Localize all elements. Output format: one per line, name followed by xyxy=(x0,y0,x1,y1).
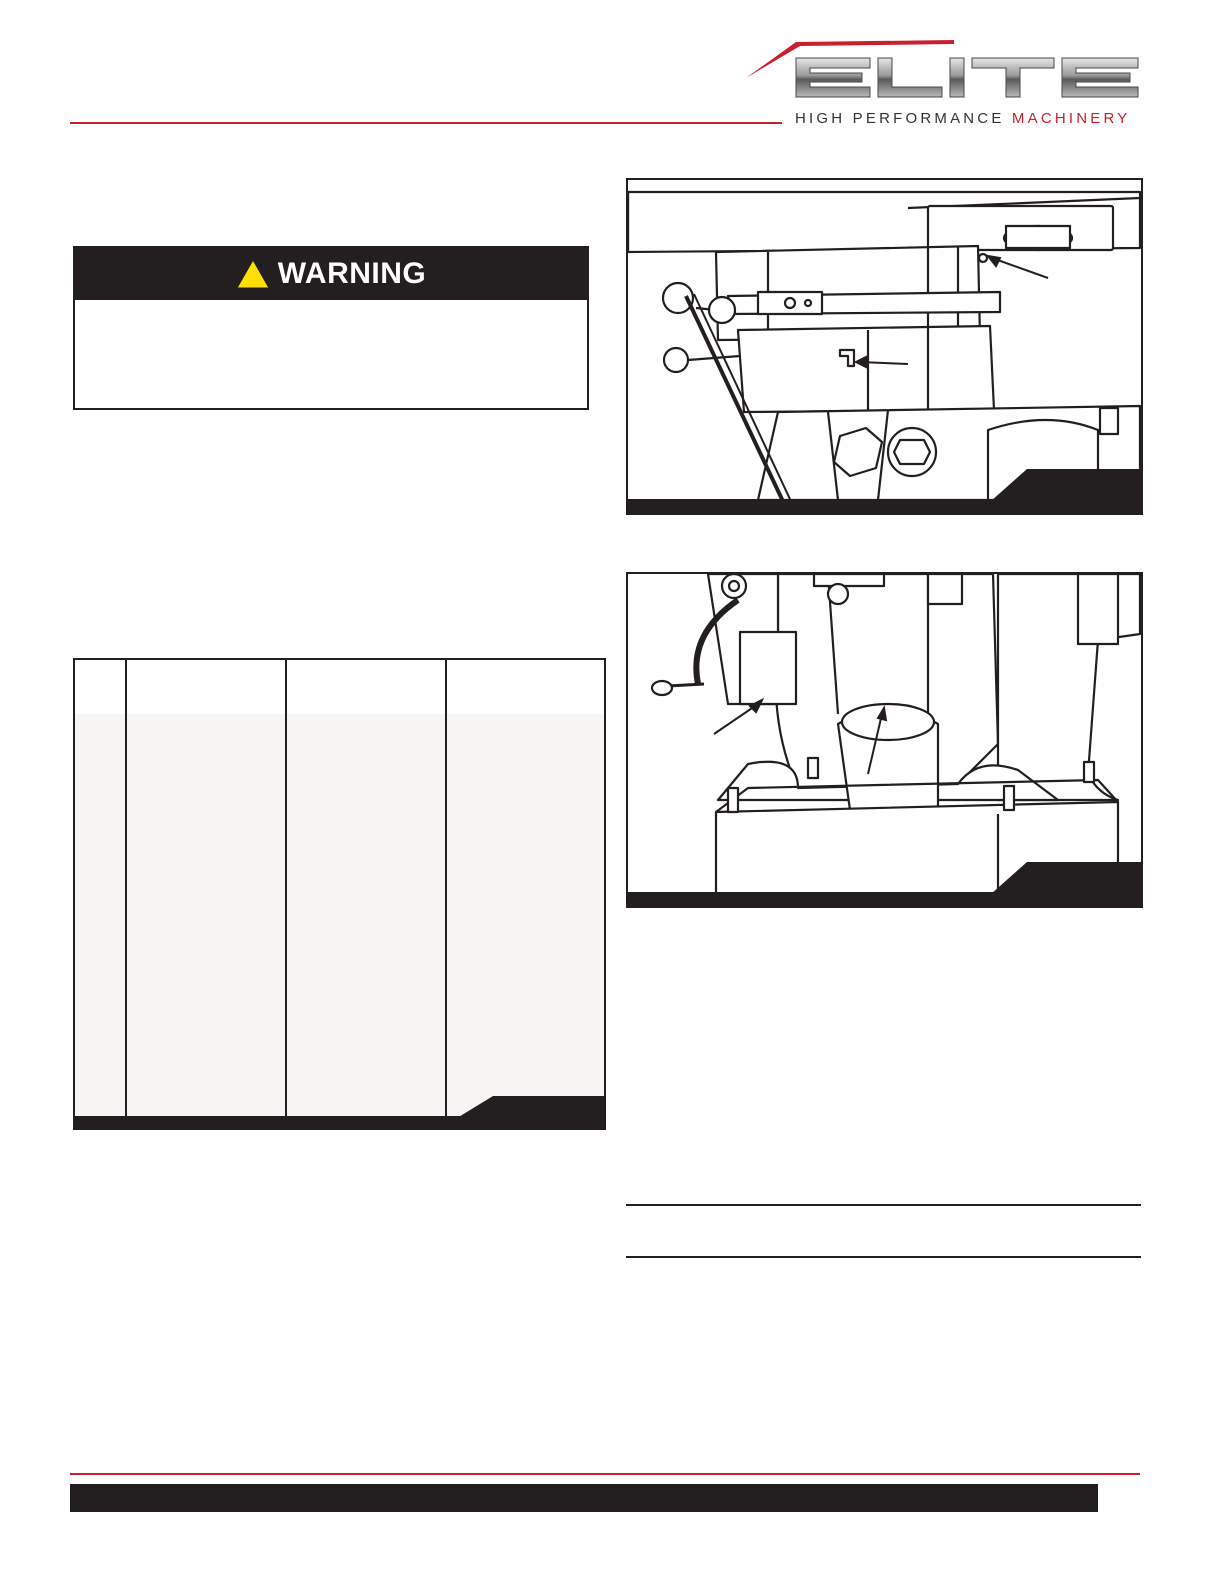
warning-triangle-icon xyxy=(236,259,270,289)
section-rule xyxy=(626,1256,1141,1258)
figure-caption-bar xyxy=(628,499,1141,513)
mill-column-illustration xyxy=(628,574,1141,906)
table-row xyxy=(75,940,604,994)
tagline-accent: MACHINERY xyxy=(1011,110,1131,127)
tagline-prefix: HIGH PERFORMANCE xyxy=(795,110,1012,127)
figure-corner-tab xyxy=(991,862,1141,894)
tagline xyxy=(795,110,1130,127)
header-rule xyxy=(70,122,782,124)
table-column-divider xyxy=(125,660,127,1128)
figure-corner-tab xyxy=(991,469,1141,501)
table-header-row xyxy=(75,660,604,716)
spec-table xyxy=(73,658,606,1130)
figure-caption-bar xyxy=(628,892,1141,906)
warning-box xyxy=(73,246,589,410)
elite-logo xyxy=(792,56,1142,100)
warning-title: WARNING xyxy=(277,257,427,290)
table-footer-bar xyxy=(73,1116,606,1130)
figure-head-rotation xyxy=(626,178,1143,515)
table-column-divider xyxy=(445,660,447,1128)
table-corner-tab xyxy=(457,1096,606,1118)
section-rule xyxy=(626,1204,1141,1206)
table-row xyxy=(75,714,604,794)
warning-header xyxy=(75,248,587,300)
footer-bar xyxy=(70,1484,1098,1512)
mill-head-illustration xyxy=(628,180,1141,513)
figure-column-base xyxy=(626,572,1143,908)
table-row xyxy=(75,792,604,942)
table-column-divider xyxy=(285,660,287,1128)
footer-rule xyxy=(70,1473,1140,1475)
